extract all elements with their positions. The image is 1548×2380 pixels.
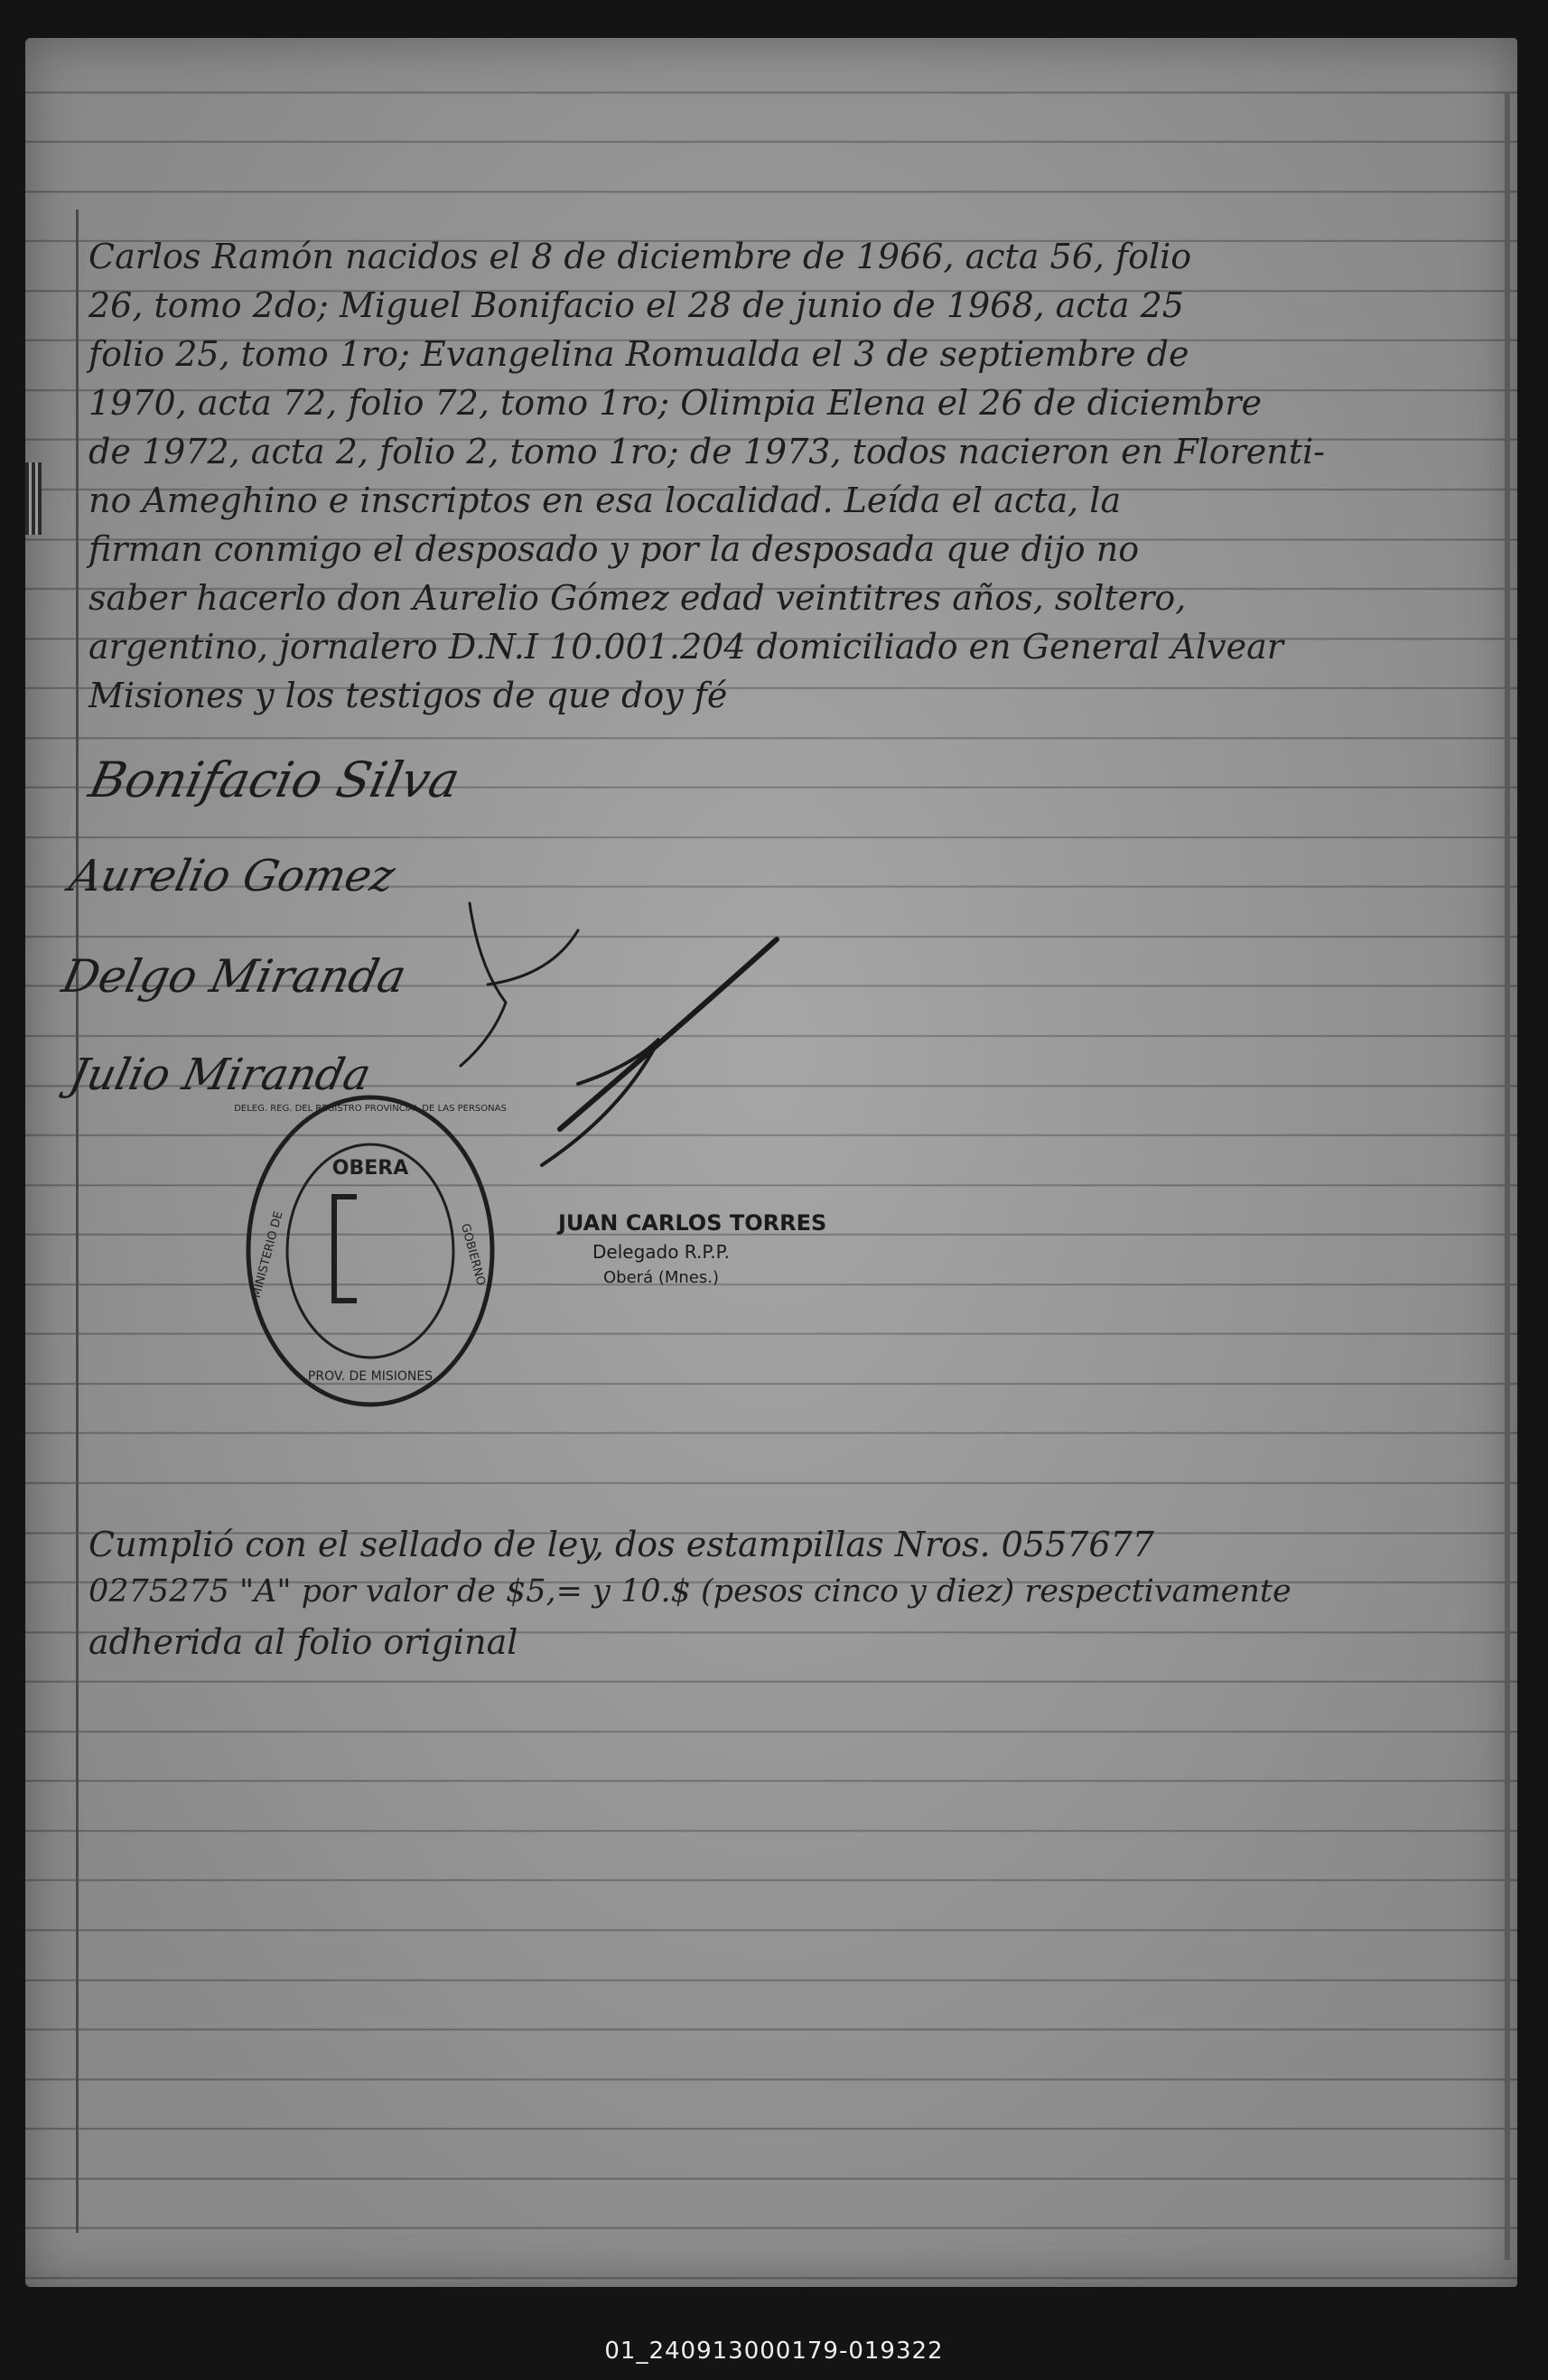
entry-line: firman conmigo el desposado y por la desposada que dijo no xyxy=(89,529,1140,569)
note-line: adherida al folio original xyxy=(89,1622,518,1662)
signature-julio: Julio Miranda xyxy=(65,1050,376,1100)
note-line: Cumplió con el sellado de ley, dos estampillas Nros. 0557677 xyxy=(89,1525,1154,1564)
seal-right-text: GOBIERNO xyxy=(458,1222,488,1287)
entry-line: Misiones y los testigos de que doy fé xyxy=(89,676,728,715)
stamp-place: Oberá (Mnes.) xyxy=(603,1268,719,1287)
seal-center-text: OBERA xyxy=(331,1157,409,1180)
signature-aurelio: Aurelio Gomez xyxy=(65,851,400,901)
entry-line: 26, tomo 2do; Miguel Bonifacio el 28 de junio de 1968, acta 25 xyxy=(89,285,1184,325)
image-id-label: 01_240913000179-019322 xyxy=(604,2338,944,2365)
entry-line: argentino, jornalero D.N.I 10.001.204 domiciliado en General Alvear xyxy=(89,627,1283,667)
seal-bottom-text: PROV. DE MISIONES xyxy=(307,1369,434,1384)
seal-left-text: MINISTERIO DE xyxy=(249,1209,286,1300)
pen-strokes xyxy=(461,903,777,1165)
entry-line: no Ameghino e inscriptos en esa localidad. Leída el acta, la xyxy=(89,481,1122,520)
signature-bonifacio: Bonifacio Silva xyxy=(84,751,465,808)
entry-line: saber hacerlo don Aurelio Gómez edad veintitres años, soltero, xyxy=(89,578,1187,618)
signature-delgo: Delgo Miranda xyxy=(57,950,411,1003)
entry-line: de 1972, acta 2, folio 2, tomo 1ro; de 1973, todos nacieron en Florenti- xyxy=(89,432,1325,471)
entry-line: folio 25, tomo 1ro; Evangelina Romualda el 3 de septiembre de xyxy=(89,334,1189,374)
entry-line: 1970, acta 72, folio 72, tomo 1ro; Olimpia Elena el 26 de diciembre xyxy=(89,383,1263,423)
seal-bracket-mark xyxy=(334,1197,357,1301)
official-seal xyxy=(234,1097,507,1405)
note-line: 0275275 "A" por valor de $5,= y 10.$ (pesos cinco y diez) respectivamente xyxy=(89,1573,1292,1610)
seal-ring-text: DELEG. REG. DEL REGISTRO PROVINCIAL DE LAS PERSONAS xyxy=(234,1104,507,1114)
stamp-name: JUAN CARLOS TORRES xyxy=(558,1210,827,1236)
stamp-title: Delegado R.P.P. xyxy=(592,1241,730,1263)
entry-line: Carlos Ramón nacidos el 8 de diciembre de 1966, acta 56, folio xyxy=(89,237,1192,276)
